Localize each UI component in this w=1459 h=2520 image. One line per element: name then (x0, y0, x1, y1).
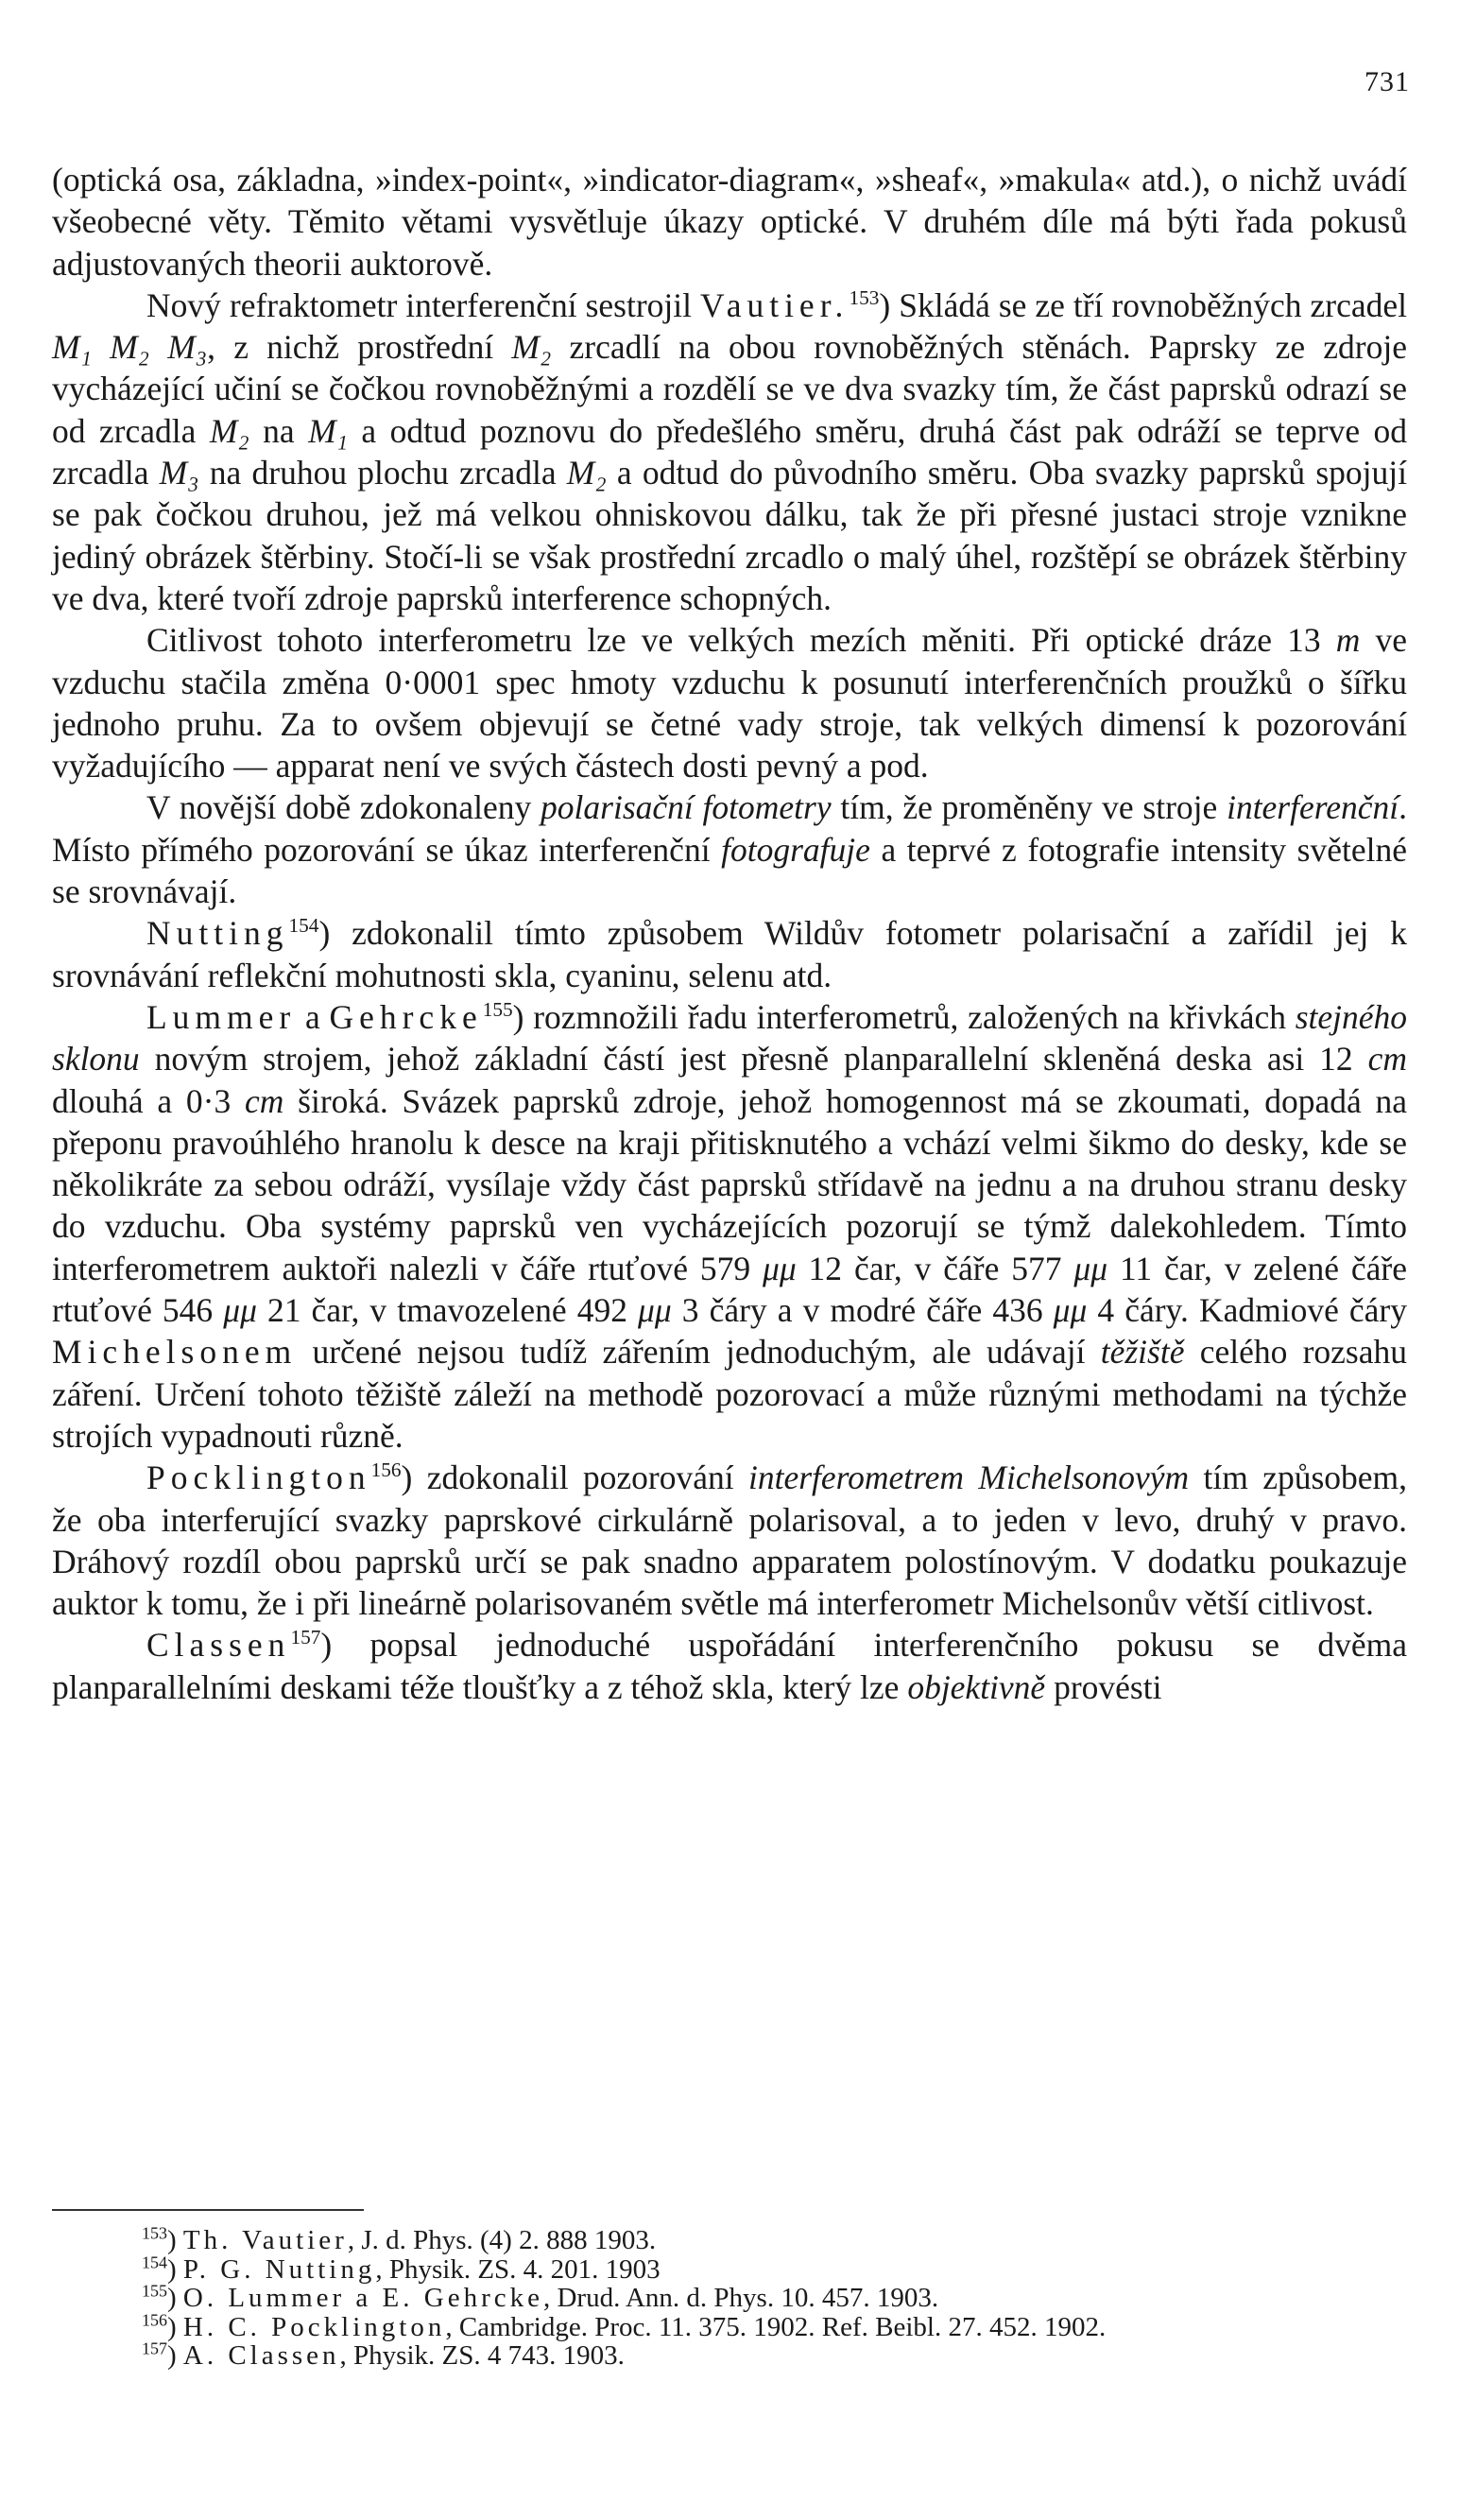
italic-term: cm (1367, 1040, 1407, 1079)
paragraph (52, 786, 1407, 912)
paragraph (52, 1624, 1407, 1708)
text-run: a (296, 997, 330, 1036)
italic-term: těžiště (1100, 1333, 1185, 1372)
italic-term: M₃ (159, 454, 199, 492)
paragraph (52, 285, 1407, 619)
body-text (52, 159, 1407, 1708)
italic-term: m (1335, 621, 1361, 660)
text-run: 3 čáry a v modré čáře 436 (671, 1291, 1054, 1330)
page-number: 731 (1365, 66, 1410, 97)
paragraph (52, 1457, 1407, 1624)
text-run: . Místo přímého pozorování se úkaz interferenční (52, 788, 1407, 869)
footnote-author: P. G. Nutting (182, 2253, 376, 2285)
text-run: Citlivost tohoto interferometru lze ve velkých mezích měniti. Při optické dráze 13 (146, 621, 1336, 660)
text-run: novým strojem, jehož základní částí jest přesně planparallelní skleněná deska asi 12 (139, 1040, 1368, 1079)
footnote-number: 153 (142, 2223, 167, 2243)
text-run: tím, že proměněny ve stroje (831, 788, 1227, 827)
italic-term: objektivně (907, 1667, 1046, 1706)
footnote-number: 157 (142, 2339, 167, 2358)
footnote-author: O. Lummer a E. Gehrcke (182, 2283, 543, 2313)
text-run: provésti (1045, 1667, 1162, 1706)
italic-term: μμ (1073, 1249, 1108, 1287)
italic-term: μμ (763, 1249, 797, 1287)
footnote-paren: ) (166, 2225, 183, 2255)
text-run: ) rozmnožili řadu interferometrů, založených na křivkách (512, 997, 1296, 1036)
text-run: ) zdokonalil tímto způsobem Wildův fotometr polarisační a zařídil jej k srovnávání reflekční mohutnosti skla, cyaninu, selenu atd. (52, 914, 1407, 994)
paragraph (52, 159, 1407, 285)
italic-term: M₁ M₂ M₃ (52, 328, 208, 367)
text-run: zrcadlí na obou rovnoběžných stěnách. Paprsky ze zdroje vycházející učiní se čočkou rovnoběžnými a rozdělí se ve dva svazky tím, že část paprsků odrazí se od zrcadla (52, 328, 1407, 450)
text-run: dlouhá a 0·3 (52, 1081, 245, 1120)
italic-term: interferometrem Michelsonovým (747, 1458, 1190, 1497)
italic-term: μμ (638, 1291, 672, 1330)
footnotes (142, 2223, 1408, 2371)
author-name: Michelsonem (52, 1333, 298, 1372)
text-run: a odtud poznovu do předešlého směru, druhá část pak odráží se teprve od zrcadla (52, 411, 1407, 492)
italic-term: M₂ (566, 454, 607, 492)
italic-term: M₂ (511, 328, 552, 367)
footnote-ref: 155 (482, 998, 513, 1022)
footnote-ref: 156 (370, 1458, 402, 1482)
text-run: Nový refraktometr interferenční sestrojil (146, 285, 700, 324)
text-run: V novější době zdokonaleny (146, 788, 541, 827)
text-run: a odtud do původního směru. Oba svazky paprsků spojují se pak čočkou druhou, jež má velkou ohniskovou dálku, tak že při přesné justaci stroje vznikne jediný obrázek štěrbiny. Stočí-li se však prostřední zrcadlo o malý úhel, rozštěpí se obrázek štěrbiny ve dva, které tvoří zdroje paprsků interference schopných. (52, 454, 1407, 617)
italic-term: cm (244, 1081, 284, 1120)
author-name: Vautier. (700, 285, 850, 324)
text-run: (optická osa, základna, »index-point«, »indicator-diagram«, »sheaf«, »makula« atd.), o nichž uvádí všeobecné věty. Těmito větami vysvětluje úkazy optické. V druhém díle má býti řada pokusů adjustovaných theorii auktorově. (52, 161, 1407, 283)
footnote-ref: 157 (290, 1626, 321, 1649)
author-name: Lummer (146, 997, 297, 1036)
footnote-paren: ) (166, 2283, 183, 2313)
text-run: tím způsobem, že oba interferující svazky paprskové cirkulárně polarisoval, a to jeden v levo, druhý v pravo. Dráhový rozdíl obou paprsků určí se pak snadno apparatem polostínovým. V dodatku poukazuje auktor k tomu, že i při lineárně polarisovaném světle má interferometr Michelsonův větší citlivost. (52, 1458, 1408, 1623)
footnote-paren: ) (166, 2340, 183, 2371)
text-run: 11 čar, v zelené čáře rtuťové 546 (52, 1249, 1407, 1330)
footnote-ref: 154 (288, 914, 319, 938)
text-run: ) popsal jednoduché uspořádání interferenčního pokusu se dvěma planparallelními deskami téže tloušťky a z téhož skla, který lze (52, 1626, 1407, 1706)
text-run: ve vzduchu stačila změna 0·0001 spec hmoty vzduchu k posunutí interferenčních proužků o šířku jednoho pruhu. Za to ovšem objevují se četné vady stroje, tak velkých dimensí k pozorování vyžadujícího — apparat není ve svých částech dosti pevný a pod. (52, 621, 1407, 785)
author-name: Gehrcke (329, 997, 483, 1036)
italic-term: μμ (1053, 1291, 1088, 1330)
footnote-author: A. Classen (182, 2340, 340, 2371)
footnote (142, 2309, 1408, 2342)
text-run: na (249, 411, 309, 450)
footnote (142, 2252, 1408, 2285)
footnote-divider (52, 2209, 364, 2211)
text-run: široká. Svázek paprsků zdroje, jehož homogennost má se zkoumati, dopadá na přeponu pravoúhlého hranolu k desce na kraji přitisknutého a vchází velmi šikmo do desky, kde se několikráte za sebou odráží, vysílaje vždy část paprsků střídavě na jednu a na druhou stranu desky do vzduchu. Oba systémy paprsků ven vycházejících pozorují se týmž dalekohledem. Tímto interferometrem auktoři nalezli v čáře rtuťové 579 (52, 1081, 1407, 1287)
footnote-citation: , Cambridge. Proc. 11. 375. 1902. Ref. Beibl. 27. 452. 1902. (445, 2311, 1107, 2342)
text-run: a teprvé z fotografie intensity světelné se srovnávají. (52, 830, 1407, 911)
footnote-number: 155 (142, 2281, 167, 2301)
italic-term: M₁ (308, 411, 349, 450)
text-run: 4 čáry. Kadmiové čáry (1087, 1291, 1407, 1330)
footnote-ref: 153 (849, 286, 880, 310)
footnote-paren: ) (166, 2311, 183, 2342)
footnote-author: H. C. Pocklington (182, 2311, 446, 2342)
italic-term: stejného sklonu (52, 997, 1407, 1079)
footnote-citation: , Physik. ZS. 4 743. 1903. (339, 2340, 625, 2371)
footnote-citation: , J. d. Phys. (4) 2. 888 1903. (347, 2225, 657, 2255)
text-run: , z nichž prostřední (207, 328, 512, 367)
text-run: na druhou plochu zrcadla (198, 454, 567, 492)
paragraph (52, 619, 1407, 786)
italic-term: μμ (223, 1291, 257, 1330)
text-run: 21 čar, v tmavozelené 492 (256, 1291, 639, 1330)
author-name: Pocklington (146, 1458, 371, 1497)
footnote (142, 2223, 1408, 2255)
footnote-number: 156 (142, 2309, 167, 2329)
footnote-citation: , Physik. ZS. 4. 201. 1903 (375, 2253, 661, 2285)
author-name: Classen (146, 1626, 291, 1665)
footnote-author: Th. Vautier (182, 2225, 348, 2255)
paragraph (52, 912, 1407, 996)
footnote-paren: ) (166, 2253, 183, 2285)
italic-term: M₂ (209, 411, 249, 450)
text-run: 12 čar, v čáře 577 (796, 1249, 1074, 1287)
text-run: celého rozsahu záření. Určení tohoto těžiště záleží na methodě pozorovací a může různými methodami na týchže strojích vypadnouti různě. (52, 1333, 1407, 1455)
text-run: ) zdokonalil pozorování (401, 1458, 748, 1497)
author-name: Nutting (146, 914, 289, 953)
footnote (142, 2341, 1408, 2371)
italic-term: polarisační fotometry (541, 788, 832, 827)
italic-term: interferenční (1227, 788, 1399, 827)
footnote-number: 154 (142, 2252, 167, 2271)
text-run: určené nejsou tudíž zářením jednoduchým, ale udávají (297, 1333, 1101, 1372)
footnote-citation: , Drud. Ann. d. Phys. 10. 457. 1903. (542, 2283, 939, 2313)
italic-term: fotografuje (721, 830, 870, 869)
footnote (142, 2281, 1408, 2313)
text-run: ) Skládá se ze tří rovnoběžných zrcadel (879, 285, 1407, 324)
paragraph (52, 996, 1407, 1457)
